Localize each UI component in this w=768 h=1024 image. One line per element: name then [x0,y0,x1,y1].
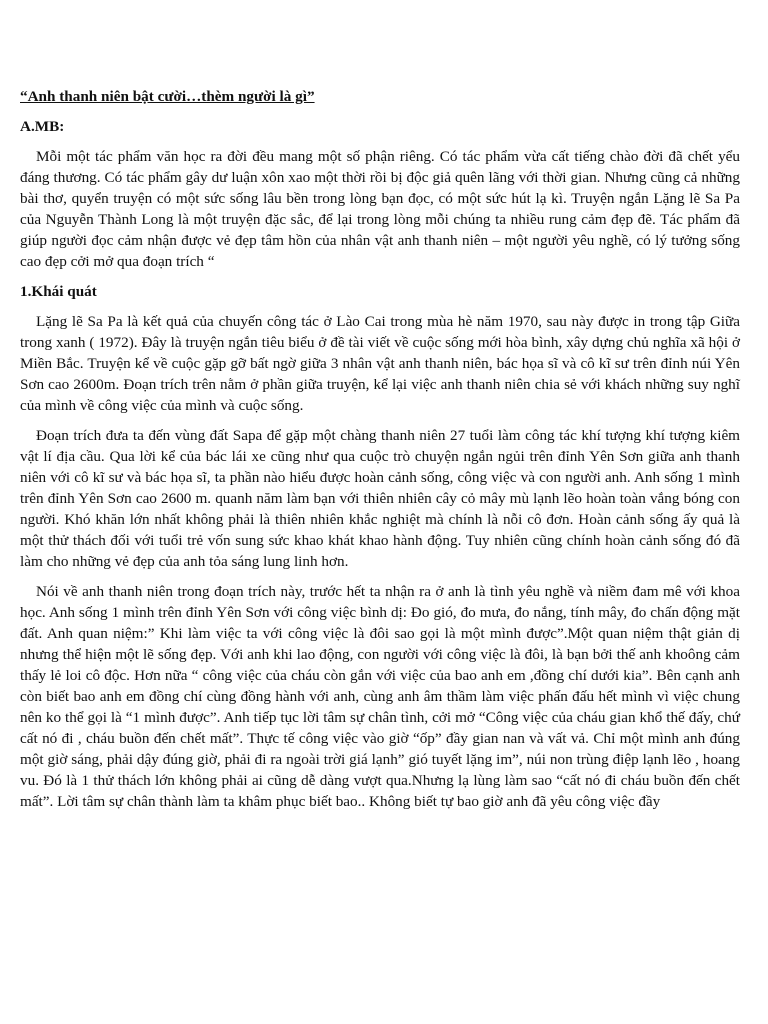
paragraph-overview-1: Lặng lẽ Sa Pa là kết quả của chuyến công tác ở Lào Cai trong mùa hè năm 1970, sau này được in trong tập Giữa trong xanh ( 1972). Đây là truyện ngắn tiêu biểu ở đề tài viết về cuộc sống mới hòa bình, xây dựng chủ nghĩa xã hội ở Miền Bắc. Truyện kể về cuộc gặp gỡ bất ngờ giữa 3 nhân vật anh thanh niên, bác họa sĩ và cô kĩ sư trên đỉnh núi Yên Sơn cao 2600m. Đoạn trích trên nằm ở phần giữa truyện, kể lại việc anh thanh niên chia sẻ với khách những suy nghĩ của mình về công việc của mình và cuộc sống. [20,313,740,414]
section-heading-overview: 1.Khái quát [20,283,97,300]
section-heading-mb: A.MB: [20,118,65,135]
document-title: “Anh thanh niên bật cười…thèm người là gì” [20,88,315,105]
paragraph-overview-2: Đoạn trích đưa ta đến vùng đất Sapa để gặp một chàng thanh niên 27 tuổi làm công tác khí tượng khí tượng kiêm vật lí địa cầu. Qua lời kể của bác lái xe cũng như qua cuộc trò chuyện ngắn ngủi trên đỉnh Yên Sơn giữa anh thanh niên với cô kĩ sư và bác họa sĩ, ta phần nào hiểu được hoàn cảnh sống, công việc và con người anh. Anh sống 1 mình trên đỉnh Yên Sơn cao 2600 m. quanh năm làm bạn với thiên nhiên cây cỏ mây mù lạnh lẽo hoàn toàn vắng bóng con người. Khó khăn lớn nhất không phải là thiên nhiên khắc nghiệt mà chính là nỗi cô đơn. Hoàn cảnh sống ấy quả là một thử thách đối với tuổi trẻ vốn sung sức khao khát khao hành động. Tuy nhiên cũng chính hoàn cảnh sống đó đã làm cho những vẻ đẹp của anh tỏa sáng lung linh hơn. [20,427,740,570]
paragraph-analysis: Nói về anh thanh niên trong đoạn trích này, trước hết ta nhận ra ở anh là tình yêu nghề và niềm đam mê với khoa học. Anh sống 1 mình trên đỉnh Yên Sơn với công việc bình dị: Đo gió, đo mưa, đo nắng, tính mây, đo chấn động mặt đất. Anh quan niệm:” Khi làm việc ta với công việc là đôi sao gọi là một mình được”.Một quan niệm thật giản dị nhưng thể hiện một lẽ sống đẹp. Với anh khi lao động, con người với công việc là đôi, là bạn bởi thế anh khoông cảm thấy lẻ loi cô độc. Hơn nữa “ công việc của cháu còn gắn với việc của bao anh em ,đồng chí dưới kia”. Bên cạnh anh còn biết bao anh em đồng chí cùng đồng hành với anh, cùng anh âm thầm làm việc phấn đấu hết mình vì việc chung nên ko thể gọi là “1 mình được”. Anh tiếp tục lời tâm sự chân tình, cởi mở “Công việc của cháu gian khổ thế đấy, chứ cất nó đi , cháu buồn đến chết mất”. Thực tế công việc vào giờ “ốp” đầy gian nan và vất vả. Chỉ một mình anh đúng một giờ sáng, phải dậy đúng giờ, phải đi ra ngoài trời giá lạnh” gió tuyết lặng im”, núi non trùng điệp lạnh lẽo , hoang vu. Đó là 1 thử thách lớn không phải ai cũng dễ dàng vượt qua.Nhưng lạ lùng làm sao “cất nó đi cháu buồn đến chết mất”. Lời tâm sự chân thành làm ta khâm phục biết bao.. Không biết tự bao giờ anh đã yêu công việc đầy [20,583,740,810]
document-page [20,86,740,821]
paragraph-introduction: Mỗi một tác phẩm văn học ra đời đều mang một số phận riêng. Có tác phẩm vừa cất tiếng chào đời đã chết yểu đáng thương. Có tác phẩm gây dư luận xôn xao một thời rồi bị độc giả quên lãng với thời gian. Nhưng cũng cả những bài thơ, quyển truyện có một sức sống lâu bền trong lòng bạn đọc, có một sức hút lạ kì. Truyện ngắn Lặng lẽ Sa Pa của Nguyễn Thành Long là một truyện đặc sắc, để lại trong lòng mỗi chúng ta nhiều rung cảm đẹp đẽ. Tác phẩm đã giúp người đọc cảm nhận được vẻ đẹp tâm hồn của nhân vật anh thanh niên – một người yêu nghề, có lý tưởng sống cao đẹp cởi mở qua đoạn trích “ [20,148,740,270]
